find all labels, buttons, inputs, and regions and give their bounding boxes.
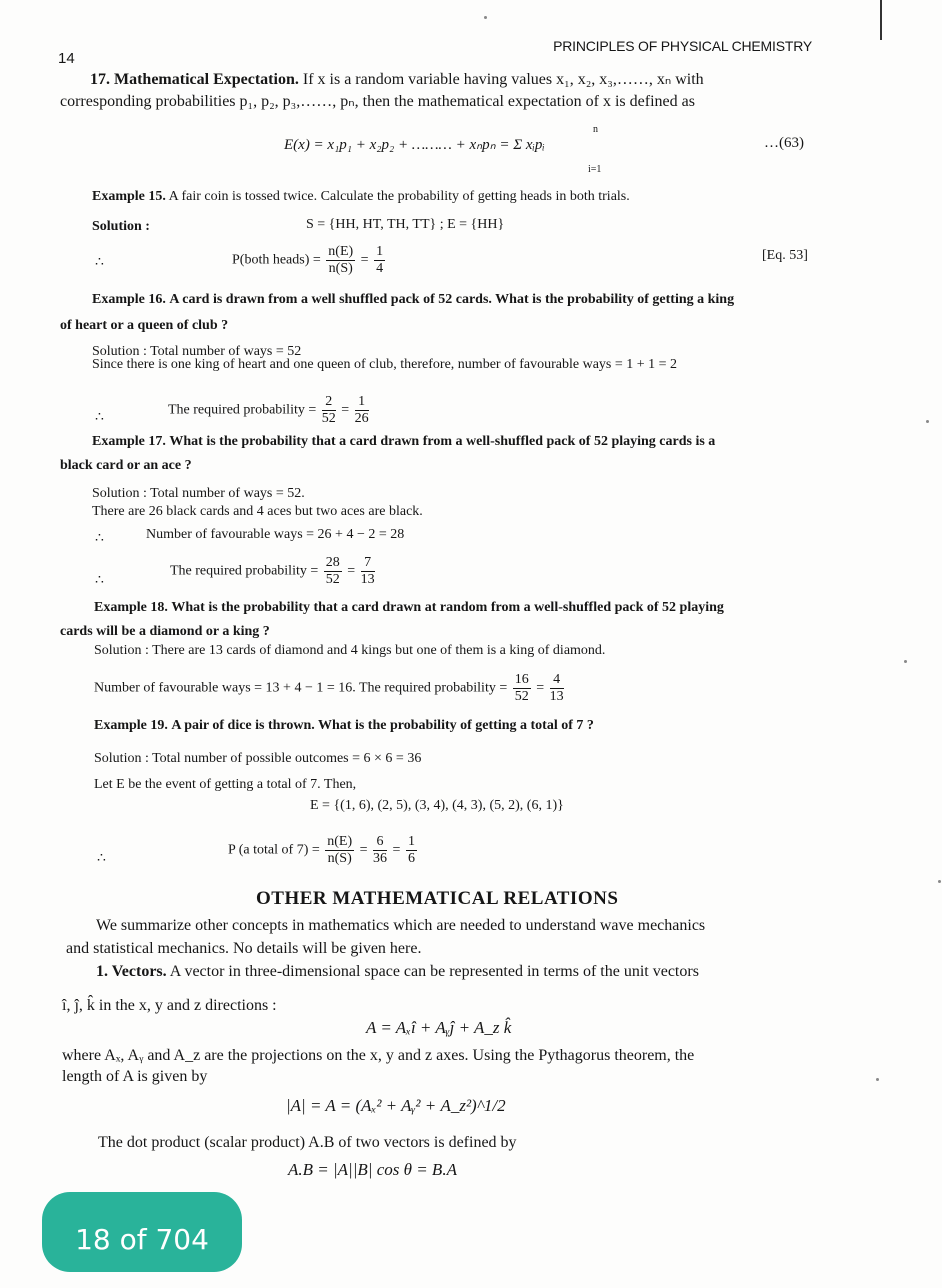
example19-prob-lhs: P (a total of 7) =	[228, 842, 320, 858]
example16-since-line: Since there is one king of heart and one queen of club, therefore, number of favourable ways = 1 + 1 = 2	[92, 357, 678, 372]
example15-text: A fair coin is tossed twice. Calculate the probability of getting heads in both trials.	[168, 189, 630, 204]
example15-probability	[232, 244, 387, 277]
example16-title: Example 16.	[92, 292, 166, 307]
example16-prob-lhs: The required probability =	[168, 402, 317, 418]
numerator: 4	[550, 672, 564, 689]
numerator: n(E)	[327, 834, 353, 849]
example19-title: Example 19.	[94, 718, 168, 733]
therefore-symbol: ∴	[95, 410, 104, 425]
example17-cards-line: There are 26 black cards and 4 aces but two aces are black.	[92, 504, 423, 519]
therefore-symbol: ∴	[95, 255, 104, 270]
example17-solution: Solution : Total number of ways = 52.	[92, 486, 305, 501]
numerator: 1	[407, 834, 415, 849]
fraction	[513, 672, 531, 705]
example17-text1: What is the probability that a card drawn from a well-shuffled pack of 52 playing cards is a	[169, 434, 716, 449]
example16-question-line2: of heart or a queen of club ?	[60, 318, 229, 333]
example17-question-line2: black card or an ace ?	[60, 458, 192, 473]
denominator: 52	[514, 689, 529, 704]
example18-title: Example 18.	[94, 600, 168, 615]
example15-sample-space: S = {HH, HT, TH, TT} ; E = {HH}	[306, 217, 505, 232]
dot-product-line: The dot product (scalar product) A.B of two vectors is defined by	[98, 1134, 517, 1151]
section-heading: OTHER MATHEMATICAL RELATIONS	[256, 888, 619, 909]
example15-question	[92, 189, 630, 205]
equals-sign: =	[347, 563, 356, 579]
equation-reference: [Eq. 53]	[762, 248, 808, 263]
example18-fav-text: Number of favourable ways = 13 + 4 − 1 = 16. The required probability =	[94, 680, 508, 696]
fraction	[355, 394, 369, 427]
example16-question-line1	[92, 292, 734, 308]
scan-speck	[926, 420, 929, 423]
equals-sign: =	[360, 252, 369, 268]
vectors-line2: î, ĵ, k̂ in the x, y and z directions :	[62, 997, 277, 1014]
projection-line2: length of A is given by	[62, 1068, 208, 1085]
example15-prob-lhs: P(both heads) =	[232, 252, 321, 268]
section17-title: 17. Mathematical Expectation.	[90, 71, 299, 88]
denominator: 26	[354, 411, 369, 426]
intro-line1: We summarize other concepts in mathematics which are needed to understand wave mechanics	[96, 917, 706, 934]
example15-solution-label: Solution :	[92, 219, 150, 234]
example17-question-line1	[92, 434, 715, 450]
scan-speck	[904, 660, 907, 663]
example17-title: Example 17.	[92, 434, 166, 449]
example16-solution: Solution : Total number of ways = 52	[92, 344, 302, 359]
denominator: 6	[407, 851, 415, 866]
intro-line2: and statistical mechanics. No details will be given here.	[66, 940, 422, 957]
denominator: 4	[376, 261, 384, 276]
fraction	[374, 244, 385, 277]
running-title: PRINCIPLES OF PHYSICAL CHEMISTRY	[553, 38, 812, 54]
dot-product-equation: A.B = |A||B| cos θ = B.A	[288, 1160, 457, 1179]
example18-question-line2: cards will be a diamond or a king ?	[60, 624, 270, 639]
example17-favourable: Number of favourable ways = 26 + 4 − 2 = 28	[146, 527, 405, 542]
therefore-symbol: ∴	[97, 851, 106, 866]
numerator: 6	[373, 834, 387, 851]
page-number: 14	[58, 50, 75, 67]
numerator: 7	[361, 555, 375, 572]
scan-speck	[484, 16, 487, 19]
example16-text1: A card is drawn from a well shuffled pack of 52 cards. What is the probability of getting a king	[169, 292, 735, 307]
projection-line1: where Aₓ, Aᵧ and A_z are the projections on the x, y and z axes. Using the Pythagorus theorem, the	[62, 1047, 695, 1064]
scan-speck	[938, 880, 941, 883]
fraction	[373, 834, 387, 867]
vectors-text1: A vector in three-dimensional space can be represented in terms of the unit vectors	[169, 963, 699, 980]
denominator: 52	[325, 572, 340, 587]
example18-solution: Solution : There are 13 cards of diamond and 4 kings but one of them is a king of diamond.	[94, 643, 606, 658]
denominator: 36	[373, 851, 388, 866]
scan-speck	[876, 1078, 879, 1081]
example18-favourable	[94, 672, 566, 705]
therefore-symbol: ∴	[95, 531, 104, 546]
example19-event-line: Let E be the event of getting a total of 7. Then,	[94, 777, 357, 792]
denominator: n(S)	[328, 261, 353, 276]
numerator: 2	[322, 394, 336, 411]
numerator: 28	[325, 555, 340, 570]
section17-line1	[90, 70, 820, 89]
example18-text1: What is the probability that a card drawn at random from a well-shuffled pack of 52 playing	[171, 600, 724, 615]
vectors-line1	[96, 962, 820, 981]
example17-probability	[170, 555, 377, 588]
scan-edge-mark	[880, 0, 882, 40]
vectors-title: 1. Vectors.	[96, 963, 167, 980]
denominator: n(S)	[327, 851, 352, 866]
equals-sign: =	[536, 680, 545, 696]
equation-number-63: …(63)	[764, 135, 804, 151]
length-equation: |A| = A = (Aₓ² + Aᵧ² + A_z²)^1/2	[286, 1096, 506, 1115]
fraction	[550, 672, 564, 705]
numerator: 1	[355, 394, 369, 411]
fraction	[325, 834, 354, 867]
example19-event-set: E = {(1, 6), (2, 5), (3, 4), (4, 3), (5, 2), (6, 1)}	[310, 798, 564, 813]
sum-upper-limit: n	[593, 124, 598, 135]
example17-prob-lhs: The required probability =	[170, 563, 319, 579]
example19-solution: Solution : Total number of possible outcomes = 6 × 6 = 36	[94, 751, 422, 766]
vector-equation: A = Aₓî + Aᵧĵ + A_z k̂	[366, 1018, 512, 1037]
equals-sign: =	[359, 842, 368, 858]
fraction	[326, 244, 355, 277]
page-counter-badge[interactable]	[42, 1192, 242, 1272]
expectation-formula: E(x) = x₁p₁ + x₂p₂ + ……… + xₙpₙ = Σ xᵢpᵢ	[284, 137, 545, 153]
fraction	[322, 394, 336, 427]
denominator: 13	[549, 689, 564, 704]
denominator: 13	[360, 572, 375, 587]
section17-text1: If x is a random variable having values x₁, x₂, x₃,……, xₙ with	[302, 71, 704, 88]
section17-line2: corresponding probabilities p₁, p₂, p₃,……, pₙ, then the mathematical expectation of x is defined as	[60, 93, 695, 110]
example19-question	[94, 718, 594, 734]
fraction	[324, 555, 342, 588]
example19-text: A pair of dice is thrown. What is the probability of getting a total of 7 ?	[171, 718, 594, 733]
page-counter-text: 18 of 704	[75, 1223, 209, 1256]
fraction	[361, 555, 375, 588]
sum-lower-limit: i=1	[588, 164, 602, 175]
numerator: n(E)	[328, 244, 354, 259]
example18-question-line1	[94, 600, 724, 616]
denominator: 52	[321, 411, 336, 426]
numerator: 16	[514, 672, 529, 687]
example19-probability	[228, 834, 419, 867]
example16-probability	[168, 394, 371, 427]
fraction	[406, 834, 417, 867]
equals-sign: =	[392, 842, 401, 858]
example15-title: Example 15.	[92, 189, 166, 204]
equals-sign: =	[341, 402, 350, 418]
therefore-symbol: ∴	[95, 573, 104, 588]
expectation-equation	[284, 135, 545, 154]
numerator: 1	[376, 244, 384, 259]
